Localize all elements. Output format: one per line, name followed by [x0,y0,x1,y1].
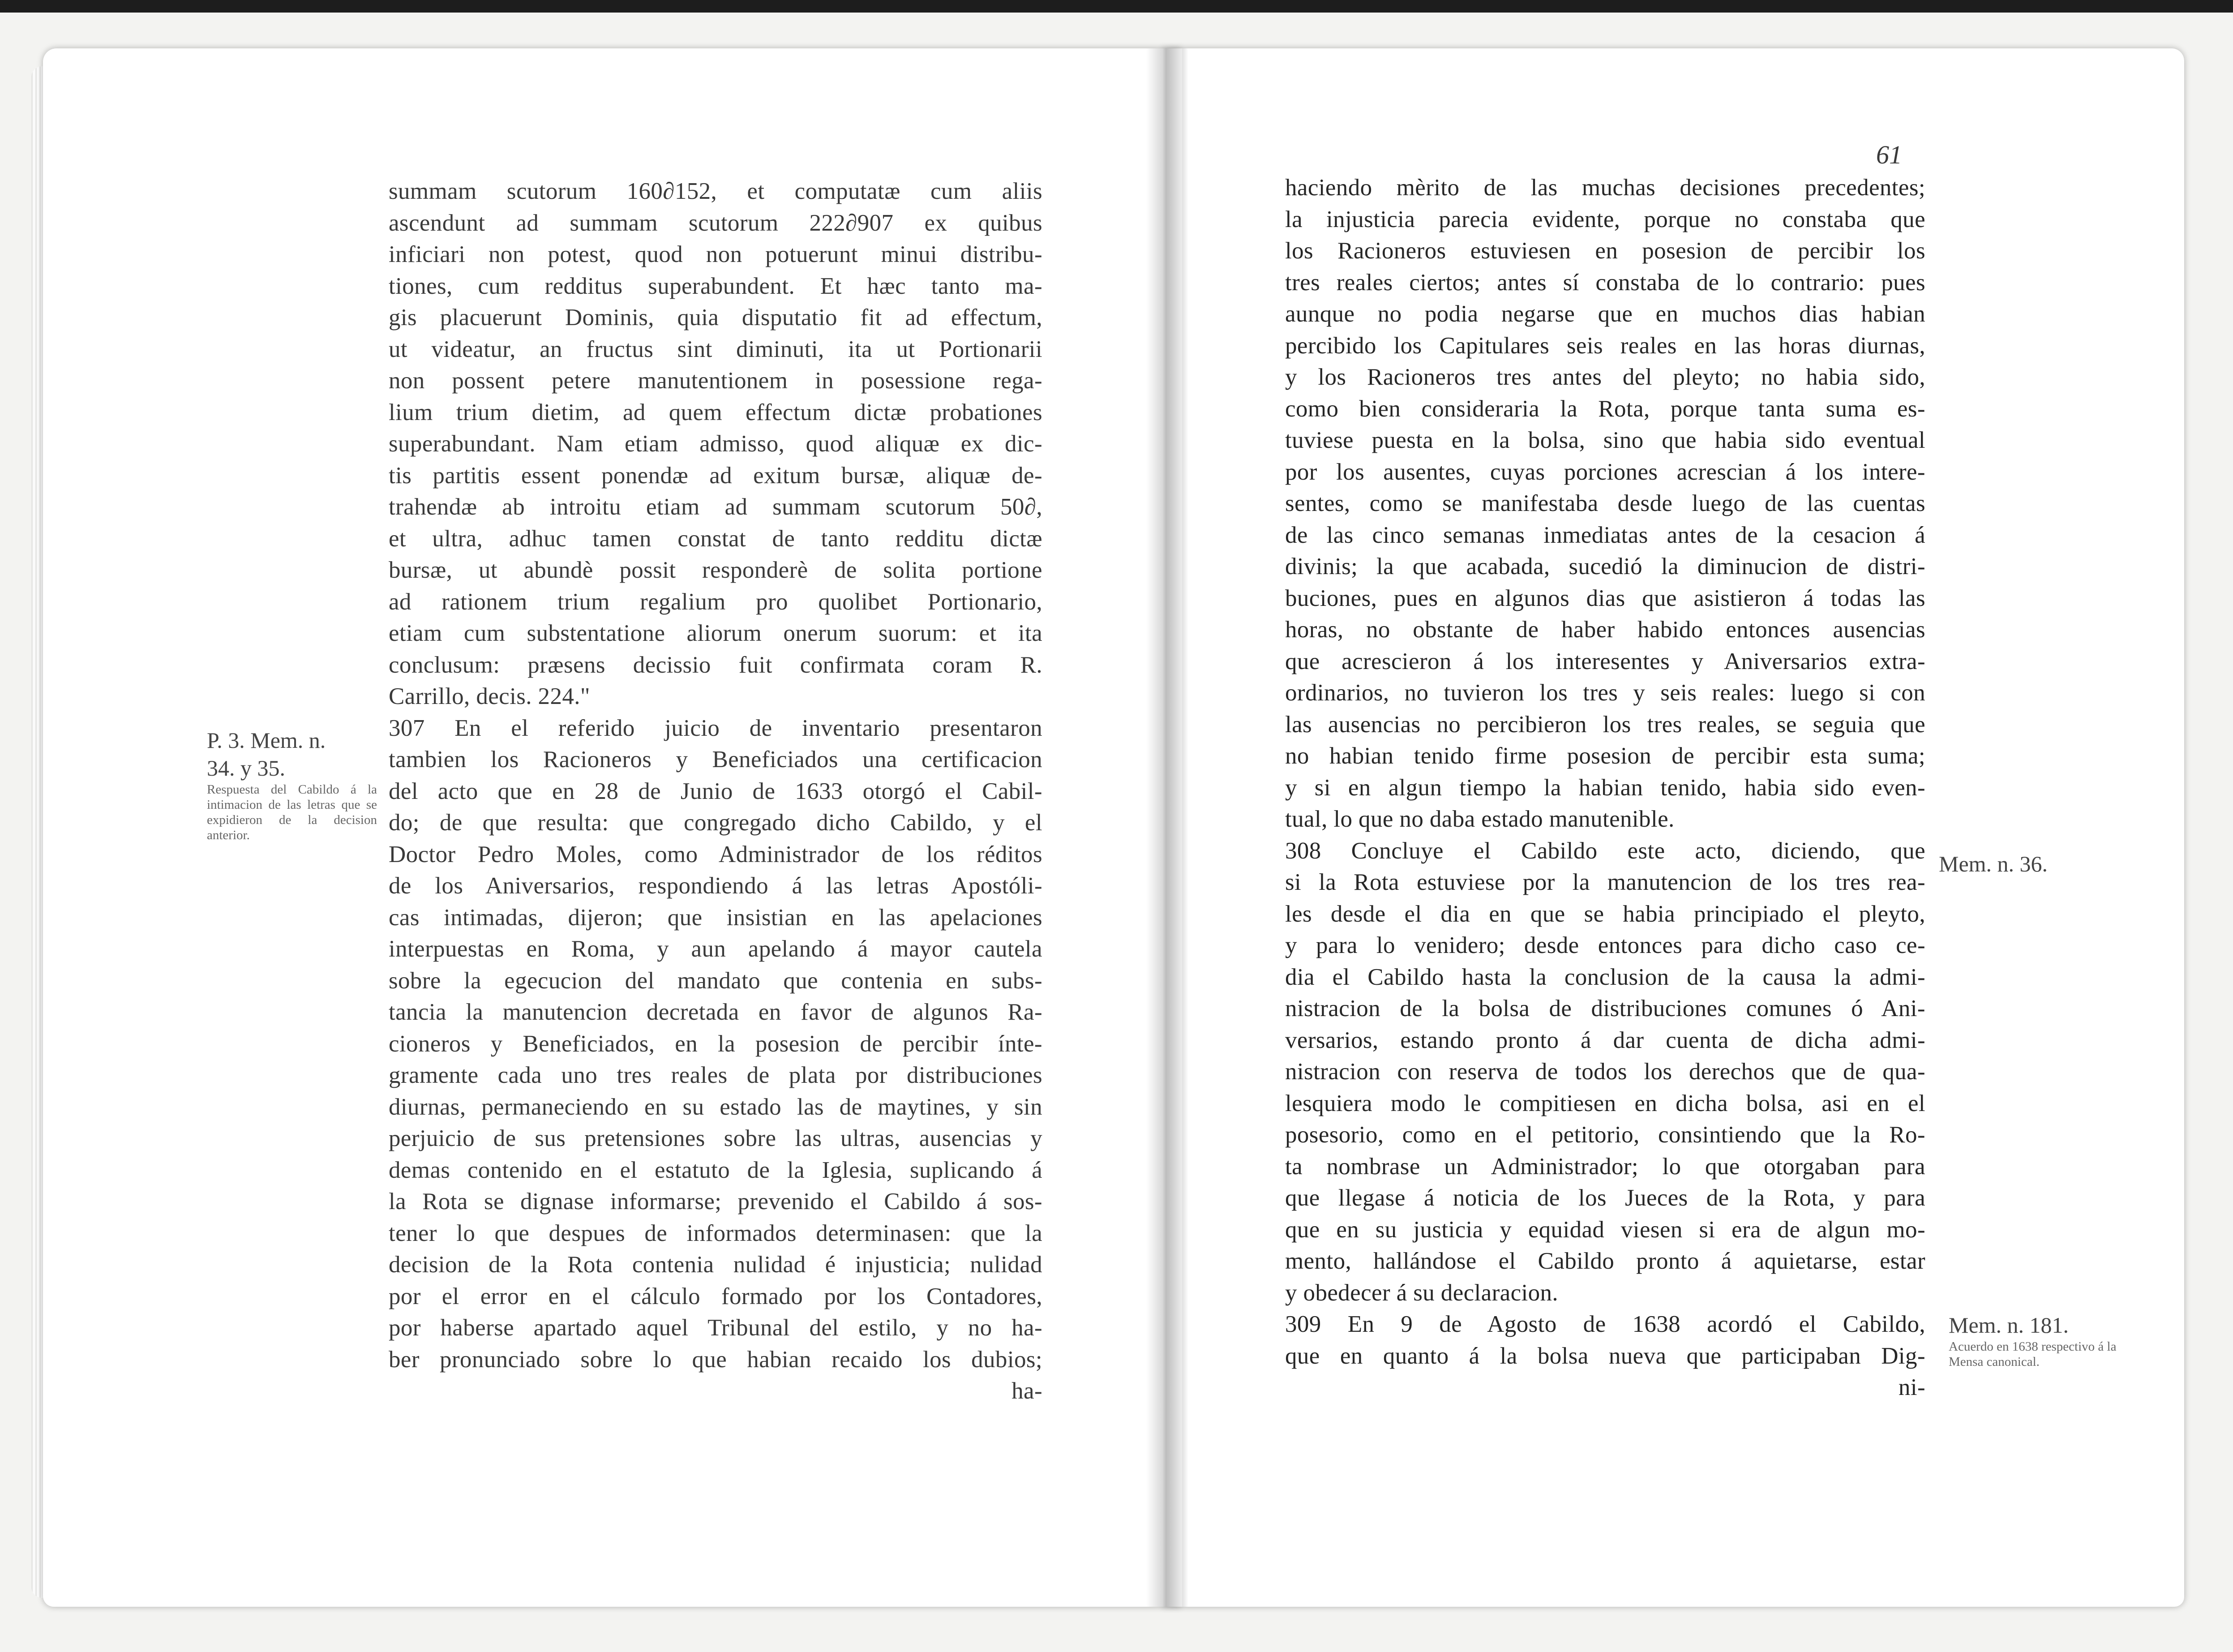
margin-note-reference: P. 3. Mem. n. [207,728,326,753]
text-line: de los Aniversarios, respondiendo á las letras Apostóli- [389,873,1042,899]
text-line: que llegase á noticia de los Jueces de la Rota, y para [1285,1185,1925,1211]
right-page-text [1285,172,1925,1403]
text-line: perjuicio de sus pretensiones sobre las ultras, ausencias y [389,1125,1042,1151]
text-line: lium trium dietim, ad quem effectum dictæ probationes [389,399,1042,425]
text-line: diurnas, permaneciendo en su estado las de maytines, y sin [389,1094,1042,1120]
text-line: Carrillo, decis. 224." [389,683,590,709]
text-line: ni- [1898,1374,1925,1400]
right-margin-note-2 [1949,1311,2128,1369]
text-line: mento, hallándose el Cabildo pronto á aquietarse, estar [1285,1248,1925,1274]
text-line: cas intimadas, dijeron; que insistian en las apelaciones [389,904,1042,931]
text-line: sobre la egecucion del mandato que contenia en subs- [389,967,1042,994]
text-line: como bien consideraria la Rota, porque tanta suma es- [1285,395,1925,422]
text-line: haciendo mèrito de las muchas decisiones precedentes; [1285,175,1925,201]
text-line: inficiari non potest, quod non potuerunt minui distribu- [389,241,1042,267]
text-line: dia el Cabildo hasta la conclusion de la causa la admi- [1285,964,1925,990]
text-line: no habian tenido firme posesion de percibir esta suma; [1285,743,1925,769]
text-line: posesorio, como en el petitorio, consintiendo que la Ro- [1285,1122,1925,1148]
text-line: demas contenido en el estatuto de la Iglesia, suplicando á [389,1157,1042,1183]
text-line: la injusticia parecia evidente, porque no constaba que [1285,206,1925,232]
text-line: por haberse apartado aquel Tribunal del estilo, y no ha- [389,1315,1042,1341]
text-line: 307 En el referido juicio de inventario presentaron [389,715,1042,741]
text-line: los Racioneros estuviesen en posesion de percibir los [1285,238,1925,264]
text-line: nistracion con reserva de todos los derechos que de qua- [1285,1059,1925,1085]
text-line: interpuestas en Roma, y aun apelando á mayor cautela [389,936,1042,962]
text-line: superabundant. Nam etiam admisso, quod aliquæ ex dic- [389,431,1042,457]
text-line: aunque no podia negarse que en muchos dias habian [1285,301,1925,327]
text-line: y los Racioneros tres antes del pleyto; no habia sido, [1285,364,1925,390]
right-page-number: 61 [1876,140,1902,169]
text-line: ascendunt ad summam scutorum 222∂907 ex quibus [389,210,1042,236]
right-margin-note-1 [1939,850,2118,878]
text-line: y obedecer á su declaracion. [1285,1279,1559,1306]
left-margin-note [207,726,381,843]
text-line: tres reales ciertos; antes sí constaba de lo contrario: pues [1285,269,1925,296]
book-gutter [1146,48,1182,1607]
text-line: bursæ, ut abundè possit responderè de solita portione [389,557,1042,583]
text-line: 308 Concluye el Cabildo este acto, diciendo, que [1285,837,1925,864]
text-line: que en su justicia y equidad viesen si era de algun mo- [1285,1216,1925,1243]
text-line: nistracion de la bolsa de distribuciones comunes ó Ani- [1285,995,1925,1021]
margin-note-reference-numbers: 34. y 35. [207,755,285,781]
text-line: ordinarios, no tuvieron los tres y seis reales: luego si con [1285,680,1925,706]
margin-note-reference: Mem. n. 181. [1949,1313,2069,1338]
text-line: et ultra, adhuc tamen constat de tanto redditu dictæ [389,525,1042,552]
text-line: buciones, pues en algunos dias que asistieron á todas las [1285,585,1925,611]
text-line: ta nombrase un Administrador; lo que otorgaban para [1285,1153,1925,1180]
text-line: por el error en el cálculo formado por los Contadores, [389,1283,1042,1309]
text-line: tancia la manutencion decretada en favor de algunos Ra- [389,999,1042,1025]
text-line: ber pronunciado sobre lo que habian recaido los dubios; [389,1346,1042,1373]
text-line: versarios, estando pronto á dar cuenta de dicha admi- [1285,1027,1925,1053]
text-line: ha- [1011,1378,1042,1404]
text-line: ut videatur, an fructus sint diminuti, ita ut Portionarii [389,336,1042,362]
margin-note-summary: Respuesta del Cabildo á la intimacion de las letras que se expidieron de la decision anterior. [207,782,377,842]
text-line: tis partitis essent ponendæ ad exitum bursæ, aliquæ de- [389,462,1042,489]
text-line: horas, no obstante de haber habido entonces ausencias [1285,617,1925,643]
margin-note-reference: Mem. n. 36. [1939,851,2048,876]
text-line: gramente cada uno tres reales de plata por distribuciones [389,1062,1042,1088]
scanner-top-edge [0,0,2233,13]
text-line: ad rationem trium regalium pro quolibet Portionario, [389,588,1042,615]
text-line: divinis; la que acabada, sucedió la diminucion de distri- [1285,554,1925,579]
text-line: Doctor Pedro Moles, como Administrador de los réditos [389,841,1042,867]
text-line: por los ausentes, cuyas porciones acrescian á los intere- [1285,459,1925,485]
text-line: tener lo que despues de informados determinasen: que la [389,1220,1042,1246]
text-line: do; de que resulta: que congregado dicho Cabildo, y el [389,810,1042,836]
text-line: non possent petere manutentionem in posessione rega- [389,368,1042,394]
text-line: tiones, cum redditus superabundent. Et hæc tanto ma- [389,273,1042,299]
text-line: tuviese puesta en la bolsa, sino que habia sido eventual [1285,427,1925,453]
text-line: 309 En 9 de Agosto de 1638 acordó el Cabildo, [1285,1311,1925,1337]
gutter-shadow [1182,48,1188,1607]
text-line: les desde el dia en que se habia principiado el pleyto, [1285,901,1925,927]
text-line: conclusum: præsens decissio fuit confirmata coram R. [389,652,1042,678]
margin-note-summary: Acuerdo en 1638 respectivo á la Mensa canonical. [1949,1339,2117,1369]
text-line: etiam cum substentatione aliorum onerum suorum: et ita [389,620,1042,646]
text-line: percibido los Capitulares seis reales en las horas diurnas, [1285,332,1925,359]
text-line: que en quanto á la bolsa nueva que participaban Dig- [1285,1343,1925,1369]
text-line: cioneros y Beneficiados, en la posesion de percibir ínte- [389,1030,1042,1057]
text-line: y para lo venidero; desde entonces para dicho caso ce- [1285,932,1925,958]
text-line: de las cinco semanas inmediatas antes de la cesacion á [1285,522,1925,548]
text-line: gis placuerunt Dominis, quia disputatio fit ad effectum, [389,305,1042,330]
text-line: trahendæ ab introitu etiam ad summam scutorum 50∂, [389,494,1042,520]
text-line: que acrescieron á los interesentes y Aniversarios extra- [1285,648,1925,674]
text-line: summam scutorum 160∂152, et computatæ cum aliis [389,178,1042,204]
text-line: y si en algun tiempo la habian tenido, habia sido even- [1285,774,1925,801]
text-line: sentes, como se manifestaba desde luego de las cuentas [1285,490,1925,516]
text-line: decision de la Rota contenia nulidad é injusticia; nulidad [389,1252,1042,1278]
text-line: lesquiera modo le compitiesen en dicha bolsa, asi en el [1285,1090,1925,1116]
text-line: del acto que en 28 de Junio de 1633 otorgó el Cabil- [389,778,1042,804]
left-page-text [389,176,1042,1407]
text-line: tambien los Racioneros y Beneficiados una certificacion [389,747,1042,772]
text-line: si la Rota estuviese por la manutencion de los tres rea- [1285,869,1925,895]
text-line: tual, lo que no daba estado manutenible. [1285,806,1675,832]
text-line: la Rota se dignase informarse; prevenido el Cabildo á sos- [389,1189,1042,1214]
text-line: las ausencias no percibieron los tres reales, se seguia que [1285,711,1925,738]
